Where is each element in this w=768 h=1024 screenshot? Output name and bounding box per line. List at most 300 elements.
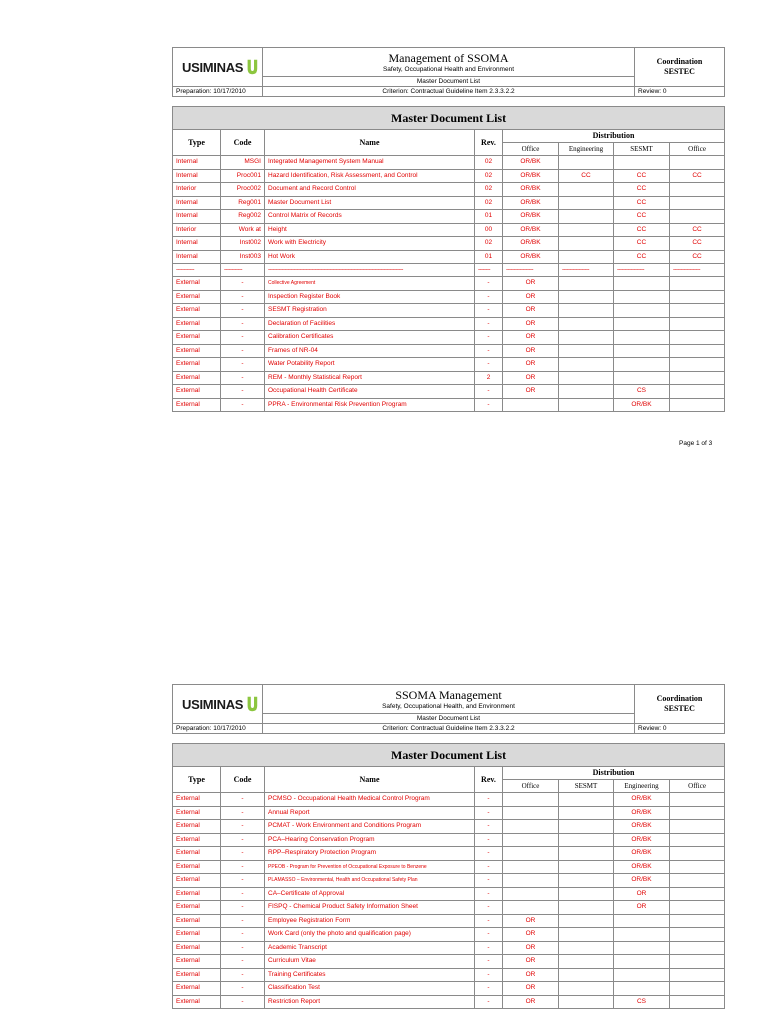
cell-distribution: [670, 928, 725, 942]
table-body: [173, 793, 725, 1009]
cell-rev: -: [475, 860, 503, 874]
cell-code: Proc001: [221, 169, 265, 183]
cell-distribution: OR/BK: [614, 806, 670, 820]
cell-code: -: [221, 995, 265, 1009]
cell-distribution: [559, 385, 614, 399]
cell-name: Occupational Health Certificate: [265, 385, 475, 399]
cell-name: RPP–Respiratory Protection Program: [265, 847, 475, 861]
cell-distribution: [614, 344, 670, 358]
cell-distribution: [670, 982, 725, 996]
table-row: [173, 156, 725, 170]
cell-type: External: [173, 277, 221, 291]
cell-code: -: [221, 806, 265, 820]
cell-code: -: [221, 874, 265, 888]
cell-distribution: [614, 982, 670, 996]
cell-name: Frames of NR-04: [265, 344, 475, 358]
cell-name: Work Card (only the photo and qualification page): [265, 928, 475, 942]
cell-distribution: [559, 874, 614, 888]
master-document-table: [172, 743, 725, 1009]
dist-col: Office: [503, 143, 559, 156]
table-row: [173, 982, 725, 996]
cell-rev: -: [475, 820, 503, 834]
cell-type: External: [173, 793, 221, 807]
cell-distribution: [559, 317, 614, 331]
company-logo: USIMINAS: [176, 694, 259, 714]
cell-type: External: [173, 941, 221, 955]
cell-rev: -: [475, 968, 503, 982]
cell-distribution: [559, 371, 614, 385]
cell-name: Declaration of Facilities: [265, 317, 475, 331]
cell-distribution: CC: [670, 237, 725, 251]
cell-distribution: [614, 304, 670, 318]
cell-distribution: [670, 995, 725, 1009]
separator-row: [173, 264, 725, 277]
cell-code: -: [221, 793, 265, 807]
cell-rev: 02: [475, 156, 503, 170]
cell-name: Calibration Certificates: [265, 331, 475, 345]
cell-distribution: OR: [503, 344, 559, 358]
cell-distribution: [670, 398, 725, 412]
cell-name: Water Potability Report: [265, 358, 475, 372]
header-title-cell: [263, 48, 635, 77]
document-page-2: [172, 684, 724, 1009]
table-row: [173, 196, 725, 210]
cell-distribution: [503, 874, 559, 888]
cell-type: External: [173, 385, 221, 399]
cell-rev: -: [475, 344, 503, 358]
cell-rev: 02: [475, 169, 503, 183]
cell-distribution: OR: [503, 331, 559, 345]
cell-type: Internal: [173, 196, 221, 210]
table-row: [173, 793, 725, 807]
col-distribution: Distribution: [503, 767, 725, 780]
cell-type: External: [173, 968, 221, 982]
cell-type: External: [173, 358, 221, 372]
cell-code: -: [221, 968, 265, 982]
cell-distribution: CC: [670, 223, 725, 237]
cell-name: Work with Electricity: [265, 237, 475, 251]
cell-distribution: [614, 955, 670, 969]
cell-distribution: [559, 290, 614, 304]
cell-name: PPRA - Environmental Risk Prevention Program: [265, 398, 475, 412]
dist-col: Office: [670, 780, 725, 793]
cell-code: -: [221, 290, 265, 304]
logo-cell: [173, 48, 263, 87]
cell-distribution: [559, 833, 614, 847]
cell-code: -: [221, 277, 265, 291]
cell-distribution: CC: [614, 169, 670, 183]
cell-rev: -: [475, 928, 503, 942]
cell-distribution: [670, 344, 725, 358]
cell-rev: 2: [475, 371, 503, 385]
cell-rev: 02: [475, 196, 503, 210]
cell-name: Height: [265, 223, 475, 237]
cell-distribution: [670, 196, 725, 210]
cell-rev: -: [475, 955, 503, 969]
cell-name: PCMAT - Work Environment and Conditions Program: [265, 820, 475, 834]
cell-name: Hot Work: [265, 250, 475, 264]
cell-distribution: [670, 304, 725, 318]
cell-rev: -: [475, 901, 503, 915]
cell-distribution: [559, 928, 614, 942]
cell-distribution: [559, 806, 614, 820]
cell-code: Reg001: [221, 196, 265, 210]
cell-name: Annual Report: [265, 806, 475, 820]
cell-distribution: OR/BK: [614, 847, 670, 861]
cell-distribution: OR: [614, 887, 670, 901]
cell-rev: -: [475, 847, 503, 861]
cell-distribution: OR/BK: [503, 210, 559, 224]
col-type: Type: [173, 130, 221, 156]
table-row: [173, 250, 725, 264]
cell-distribution: [670, 955, 725, 969]
cell-distribution: [670, 860, 725, 874]
table-row: [173, 317, 725, 331]
cell-code: -: [221, 385, 265, 399]
table-row: [173, 183, 725, 197]
cell-distribution: [670, 371, 725, 385]
cell-code: -: [221, 358, 265, 372]
list-title: Master Document List: [173, 107, 725, 130]
cell-name: Restriction Report: [265, 995, 475, 1009]
cell-rev: -: [475, 833, 503, 847]
cell-distribution: [614, 317, 670, 331]
cell-name: Inspection Register Book: [265, 290, 475, 304]
header-title: SSOMA Management: [395, 687, 502, 702]
table-row: [173, 223, 725, 237]
cell-type: External: [173, 398, 221, 412]
cell-distribution: [670, 183, 725, 197]
review: Review: 0: [635, 724, 725, 734]
table-row: [173, 874, 725, 888]
cell-type: External: [173, 955, 221, 969]
cell-distribution: [559, 968, 614, 982]
header-title-cell: [263, 685, 635, 714]
cell-distribution: CC: [614, 210, 670, 224]
cell-distribution: CS: [614, 385, 670, 399]
cell-distribution: [559, 156, 614, 170]
cell-distribution: [559, 277, 614, 291]
table-row: [173, 901, 725, 915]
cell-distribution: [503, 398, 559, 412]
table-row: [173, 955, 725, 969]
cell-code: -: [221, 847, 265, 861]
cell-distribution: [559, 820, 614, 834]
cell-distribution: OR: [503, 304, 559, 318]
cell-distribution: OR: [503, 982, 559, 996]
cell-rev: 00: [475, 223, 503, 237]
separator-cell: ------------: [221, 264, 265, 277]
cell-distribution: [503, 847, 559, 861]
cell-rev: -: [475, 874, 503, 888]
cell-distribution: [559, 914, 614, 928]
header-subtitle: Safety, Occupational Health, and Environment: [382, 702, 515, 710]
cell-distribution: OR: [503, 317, 559, 331]
cell-type: Interior: [173, 223, 221, 237]
dist-col: Engineering: [614, 780, 670, 793]
cell-distribution: OR: [503, 955, 559, 969]
cell-distribution: [559, 955, 614, 969]
coordination-cell: Coordination SESTEC: [635, 48, 725, 87]
cell-distribution: OR/BK: [614, 874, 670, 888]
cell-type: External: [173, 995, 221, 1009]
cell-distribution: OR/BK: [503, 156, 559, 170]
page-header: [172, 47, 725, 97]
cell-distribution: [614, 331, 670, 345]
table-row: [173, 820, 725, 834]
cell-type: External: [173, 304, 221, 318]
cell-type: External: [173, 820, 221, 834]
separator-cell: ------------: [173, 264, 221, 277]
separator-cell: --------: [475, 264, 503, 277]
cell-code: -: [221, 860, 265, 874]
table-row: [173, 806, 725, 820]
col-type: Type: [173, 767, 221, 793]
cell-code: Proc002: [221, 183, 265, 197]
table-row: [173, 277, 725, 291]
criterion: Criterion: Contractual Guideline Item 2.3.3.2.2: [263, 724, 635, 734]
cell-distribution: OR/BK: [614, 820, 670, 834]
cell-name: Document and Record Control: [265, 183, 475, 197]
cell-code: -: [221, 371, 265, 385]
cell-distribution: [503, 860, 559, 874]
cell-code: -: [221, 317, 265, 331]
cell-distribution: CC: [614, 250, 670, 264]
cell-rev: -: [475, 995, 503, 1009]
table-row: [173, 928, 725, 942]
col-name: Name: [265, 767, 475, 793]
cell-distribution: OR/BK: [614, 860, 670, 874]
cell-distribution: [559, 304, 614, 318]
cell-distribution: [614, 371, 670, 385]
cell-name: FISPQ - Chemical Product Safety Information Sheet: [265, 901, 475, 915]
cell-distribution: [670, 847, 725, 861]
cell-distribution: [503, 901, 559, 915]
cell-distribution: OR: [614, 901, 670, 915]
cell-distribution: [670, 901, 725, 915]
cell-name: REM - Monthly Statistical Report: [265, 371, 475, 385]
cell-distribution: [559, 793, 614, 807]
cell-distribution: [670, 793, 725, 807]
master-document-table: [172, 106, 725, 412]
table-row: [173, 290, 725, 304]
cell-code: -: [221, 344, 265, 358]
cell-rev: 01: [475, 250, 503, 264]
cell-distribution: [614, 914, 670, 928]
cell-distribution: [670, 941, 725, 955]
cell-rev: -: [475, 793, 503, 807]
cell-code: -: [221, 928, 265, 942]
cell-rev: -: [475, 982, 503, 996]
cell-distribution: [559, 941, 614, 955]
cell-distribution: [559, 223, 614, 237]
logo-cell: [173, 685, 263, 724]
cell-type: Internal: [173, 156, 221, 170]
cell-rev: -: [475, 290, 503, 304]
cell-distribution: [614, 358, 670, 372]
separator-cell: ------------------------------------------------------------------------------------------: [265, 264, 475, 277]
cell-rev: -: [475, 914, 503, 928]
cell-distribution: [670, 317, 725, 331]
page-number: Page 1 of 3: [679, 440, 713, 447]
dist-col: Office: [670, 143, 725, 156]
cell-code: -: [221, 955, 265, 969]
table-row: [173, 941, 725, 955]
cell-distribution: [559, 344, 614, 358]
cell-distribution: OR/BK: [503, 237, 559, 251]
cell-distribution: CC: [614, 183, 670, 197]
cell-type: External: [173, 317, 221, 331]
col-code: Code: [221, 130, 265, 156]
cell-type: External: [173, 290, 221, 304]
cell-type: External: [173, 371, 221, 385]
cell-distribution: OR: [503, 928, 559, 942]
cell-code: -: [221, 914, 265, 928]
cell-distribution: [559, 901, 614, 915]
cell-name: Master Document List: [265, 196, 475, 210]
cell-distribution: [559, 196, 614, 210]
cell-code: -: [221, 331, 265, 345]
header-doc-name: Master Document List: [263, 77, 635, 87]
table-row: [173, 385, 725, 399]
cell-distribution: OR/BK: [614, 398, 670, 412]
cell-type: External: [173, 806, 221, 820]
coordination-cell: Coordination SESTEC: [635, 685, 725, 724]
cell-type: Interior: [173, 183, 221, 197]
cell-name: Hazard Identification, Risk Assessment, and Control: [265, 169, 475, 183]
cell-name: Training Certificates: [265, 968, 475, 982]
cell-distribution: [670, 358, 725, 372]
cell-distribution: [614, 290, 670, 304]
review: Review: 0: [635, 87, 725, 97]
cell-distribution: [614, 941, 670, 955]
cell-distribution: [559, 982, 614, 996]
col-rev: Rev.: [475, 130, 503, 156]
cell-name: Academic Transcript: [265, 941, 475, 955]
cell-distribution: OR: [503, 914, 559, 928]
table-row: [173, 995, 725, 1009]
table-row: [173, 358, 725, 372]
cell-distribution: OR: [503, 968, 559, 982]
cell-code: MSGI: [221, 156, 265, 170]
cell-code: Inst003: [221, 250, 265, 264]
table-row: [173, 331, 725, 345]
cell-distribution: [503, 833, 559, 847]
cell-distribution: [670, 806, 725, 820]
cell-distribution: OR/BK: [614, 833, 670, 847]
table-row: [173, 860, 725, 874]
cell-distribution: [503, 793, 559, 807]
table-row: [173, 833, 725, 847]
cell-rev: 01: [475, 210, 503, 224]
table-row: [173, 169, 725, 183]
col-distribution: Distribution: [503, 130, 725, 143]
cell-type: Internal: [173, 210, 221, 224]
cell-rev: -: [475, 941, 503, 955]
cell-type: Internal: [173, 250, 221, 264]
table-row: [173, 914, 725, 928]
cell-type: External: [173, 887, 221, 901]
cell-rev: -: [475, 277, 503, 291]
cell-distribution: [670, 968, 725, 982]
cell-name: Control Matrix of Records: [265, 210, 475, 224]
cell-type: Internal: [173, 169, 221, 183]
cell-distribution: CC: [614, 223, 670, 237]
cell-name: PPEOB - Program for Prevention of Occupational Exposure to Benzene: [265, 860, 475, 874]
table-row: [173, 344, 725, 358]
cell-rev: -: [475, 806, 503, 820]
cell-rev: 02: [475, 237, 503, 251]
cell-distribution: [559, 210, 614, 224]
cell-distribution: [559, 237, 614, 251]
cell-rev: -: [475, 358, 503, 372]
cell-distribution: [503, 820, 559, 834]
table-row: [173, 304, 725, 318]
cell-distribution: [614, 277, 670, 291]
cell-distribution: [559, 331, 614, 345]
cell-type: External: [173, 833, 221, 847]
cell-distribution: [670, 277, 725, 291]
cell-code: -: [221, 398, 265, 412]
cell-rev: -: [475, 317, 503, 331]
cell-distribution: OR: [503, 385, 559, 399]
table-row: [173, 237, 725, 251]
table-body: [173, 156, 725, 412]
preparation-date: Preparation: 10/17/2010: [173, 724, 263, 734]
cell-code: Inst002: [221, 237, 265, 251]
cell-distribution: OR: [503, 358, 559, 372]
criterion: Criterion: Contractual Guideline Item 2.3.3.2.2: [263, 87, 635, 97]
preparation-date: Preparation: 10/17/2010: [173, 87, 263, 97]
cell-code: -: [221, 820, 265, 834]
cell-distribution: CC: [670, 250, 725, 264]
logo-u-icon: [246, 57, 259, 77]
cell-distribution: OR: [503, 290, 559, 304]
cell-distribution: CC: [614, 196, 670, 210]
cell-name: Curriculum Vitae: [265, 955, 475, 969]
cell-distribution: [559, 847, 614, 861]
cell-name: SESMT Registration: [265, 304, 475, 318]
table-row: [173, 371, 725, 385]
page-header: [172, 684, 725, 734]
cell-code: Reg002: [221, 210, 265, 224]
cell-distribution: OR/BK: [503, 223, 559, 237]
cell-type: Internal: [173, 237, 221, 251]
cell-rev: -: [475, 304, 503, 318]
separator-cell: ------------------: [614, 264, 670, 277]
cell-distribution: [559, 995, 614, 1009]
cell-type: External: [173, 901, 221, 915]
separator-cell: ------------------: [559, 264, 614, 277]
cell-distribution: OR/BK: [503, 196, 559, 210]
cell-rev: -: [475, 331, 503, 345]
separator-cell: ------------------: [670, 264, 725, 277]
cell-type: External: [173, 344, 221, 358]
table-row: [173, 398, 725, 412]
cell-distribution: [670, 914, 725, 928]
cell-distribution: [559, 250, 614, 264]
cell-distribution: OR: [503, 371, 559, 385]
cell-distribution: [670, 874, 725, 888]
cell-name: PCA–Hearing Conservation Program: [265, 833, 475, 847]
dist-col: SESMT: [614, 143, 670, 156]
cell-name: Employee Registration Form: [265, 914, 475, 928]
cell-distribution: OR/BK: [503, 169, 559, 183]
cell-code: -: [221, 887, 265, 901]
cell-distribution: [670, 385, 725, 399]
cell-name: PCMSO - Occupational Health Medical Control Program: [265, 793, 475, 807]
cell-distribution: OR/BK: [503, 183, 559, 197]
